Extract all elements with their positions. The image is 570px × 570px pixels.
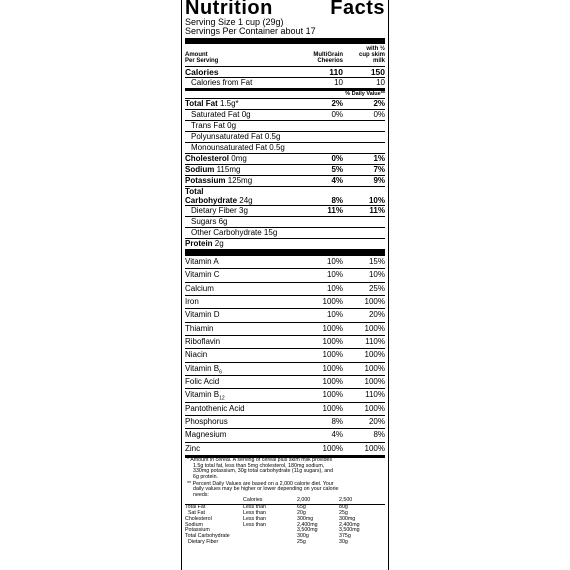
vitamin-row: [185, 335, 385, 348]
vitamin-row: [185, 268, 385, 281]
vitamin-v2: 25%: [368, 283, 385, 293]
dv-table-cell: Less than: [243, 509, 266, 516]
nutrient-v1: [297, 132, 343, 142]
carb-v2: 10%: [368, 196, 385, 205]
vitamin-name: [185, 336, 297, 348]
nutrient-name: Total Fat: [185, 99, 218, 108]
footnote-2-line: needs:: [193, 491, 209, 498]
nutrient-v1: 5%: [331, 165, 343, 174]
vitamin-v2: 15%: [368, 257, 385, 266]
vitamin-name: [185, 443, 297, 455]
vitamin-v2: 10%: [368, 270, 385, 280]
vitamin-v2: 100%: [364, 377, 385, 387]
nutrient-name: Potassium: [185, 176, 226, 185]
vitamin-row: [185, 295, 385, 308]
vitamin-v1: 10%: [326, 283, 343, 293]
dv-table-cell: 3,500mg: [297, 527, 318, 534]
vitamin-row: [185, 442, 385, 455]
dv-table-cell: Sodium: [185, 521, 203, 528]
vitamin-name-text: Vitamin B: [185, 363, 220, 373]
dv-table-cell: Total Carbohydrate: [185, 533, 230, 540]
vitamin-v2: 100%: [364, 297, 385, 307]
vitamin-v1: 100%: [322, 323, 343, 333]
vitamin-name: [185, 416, 297, 428]
carb-sub-v2: [343, 217, 385, 227]
dv-table-cell: Sat Fat: [185, 509, 206, 516]
protein-row: [185, 238, 385, 249]
nutrient-name: Sodium: [185, 165, 215, 174]
vitamin-v1: 10%: [326, 310, 343, 320]
vitamin-name: [185, 349, 297, 361]
dv-table-cell: [243, 540, 297, 546]
carb-v1: 8%: [331, 196, 343, 205]
nutrient-row: [185, 98, 385, 109]
vitamin-v2: 8%: [373, 430, 385, 440]
carb-sub-v2: [343, 228, 385, 238]
dv-table-cell: Less than: [243, 515, 266, 522]
dv-table-cell: 25g: [297, 538, 306, 545]
serving-size: Serving Size 1 cup (29g): [185, 17, 284, 27]
nutrient-v2: 1%: [373, 154, 385, 163]
label-title: [185, 0, 385, 18]
vitamin-v2: 100%: [364, 323, 385, 333]
calories-fat-v2: 10: [376, 78, 385, 87]
vitamin-name: [185, 256, 297, 268]
vitamin-name-text: Vitamin A: [185, 257, 219, 266]
nutrient-v2: 2%: [373, 99, 385, 108]
dv-table-cell: 2,400mg: [297, 521, 318, 528]
carb-sub-label: Dietary Fiber 3g: [191, 206, 248, 215]
vitamin-name: [185, 323, 297, 335]
vitamin-name-text: Pantothenic Acid: [185, 403, 245, 413]
nutrient-row: [185, 175, 385, 186]
carb-amount: 24g: [237, 196, 253, 205]
dv-table-cell: Less than: [243, 504, 266, 511]
vitamin-subscript: 6: [219, 369, 222, 376]
dv-table-cell: 300mg: [297, 515, 314, 522]
vitamin-row: [185, 415, 385, 428]
vitamin-name-text: Thiamin: [185, 323, 214, 333]
vitamin-v1: 100%: [322, 350, 343, 360]
nutrition-label: [181, 0, 389, 570]
protein-amount: 2g: [212, 239, 224, 248]
vitamin-row: [185, 256, 385, 268]
carbohydrate-row: [185, 186, 385, 205]
nutrient-label: [185, 132, 297, 142]
dv-table-cell: 300g: [297, 533, 309, 540]
calories-row: [185, 67, 385, 77]
vitamin-name: [185, 376, 297, 388]
nutrient-amount: 1.5g*: [217, 99, 239, 108]
vitamin-v1: 8%: [331, 417, 343, 427]
daily-value-table: [185, 498, 385, 545]
vitamin-v2: 100%: [364, 363, 385, 373]
vitamin-v2: 20%: [368, 417, 385, 427]
carb-sub-list: [185, 205, 385, 238]
dv-table-cell: 25g: [339, 509, 348, 516]
nutrient-amount: Saturated Fat 0g: [191, 110, 251, 119]
col2-line-b: cup skim: [358, 52, 385, 58]
nutrient-amount: Trans Fat 0g: [191, 121, 237, 130]
vitamin-name-text: Calcium: [185, 283, 214, 293]
vitamin-v1: 100%: [322, 443, 343, 453]
carb-sub-label: Other Carbohydrate 15g: [191, 228, 278, 237]
vitamin-row: [185, 282, 385, 295]
vitamin-v1: 100%: [322, 297, 343, 307]
nutrient-v1: 0%: [331, 154, 343, 163]
dv-table-cell: 80g: [339, 504, 348, 511]
vitamin-row: [185, 375, 385, 388]
vitamin-name: [185, 363, 297, 375]
footnote-1-line: 330mg potassium, 30g total carbohydrate (11g sugars), and: [193, 468, 334, 475]
nutrient-v1: [297, 143, 343, 153]
carb-sub-row: [185, 205, 385, 216]
nutrient-label: [185, 110, 297, 120]
daily-value-header: % Daily Value**: [345, 91, 385, 97]
vitamin-row: [185, 362, 385, 375]
vitamin-name-text: Zinc: [185, 443, 201, 453]
calories-label: Calories: [185, 67, 219, 77]
nutrient-label: [185, 99, 297, 109]
vitamin-name: [185, 309, 297, 321]
carb-sub-label: Sugars 6g: [191, 217, 228, 226]
servings-per-container: Servings Per Container about 17: [185, 26, 316, 36]
vitamin-row: [185, 308, 385, 321]
dv-table-row: [185, 540, 385, 546]
vitamin-v1: 10%: [326, 257, 343, 266]
per-serving-label: Per Serving: [185, 58, 219, 64]
carb-bold-1: Total: [185, 187, 204, 196]
vitamin-name-text: Magnesium: [185, 430, 227, 440]
vitamin-v2: 100%: [364, 443, 385, 453]
nutrient-v2: [343, 121, 385, 131]
title-left: Nutrition: [185, 0, 273, 19]
carb-sub-v1: [297, 228, 343, 238]
carb-sub-v1: 11%: [327, 206, 343, 215]
footnote-2: [185, 482, 385, 499]
nutrient-v1: 0%: [331, 110, 343, 119]
footnote-2-line: ** Percent Daily Values are based on a 2,000 calorie diet. Your: [187, 480, 334, 487]
vitamin-name: [185, 283, 297, 295]
carb-sub-v1: [297, 217, 343, 227]
nutrient-label: [185, 154, 297, 164]
dv-table-cell: Cholesterol: [185, 515, 212, 522]
dv-table-cell: Dietary Fiber: [185, 538, 219, 545]
vitamin-name: [185, 296, 297, 308]
vitamin-name-text: Phosphorus: [185, 417, 228, 427]
nutrient-label: [185, 165, 297, 175]
col1-line-a: MultiGrain: [313, 52, 343, 58]
vitamin-row: [185, 402, 385, 415]
vitamin-name: [185, 389, 297, 401]
dv-table-cell: 20g: [297, 509, 306, 516]
vitamin-v1: 100%: [322, 337, 343, 347]
vitamin-v1: 10%: [326, 270, 343, 280]
nutrient-row: [185, 142, 385, 153]
nutrient-amount: 0mg: [229, 154, 247, 163]
nutrient-v1: 4%: [331, 176, 343, 185]
nutrients-list: [185, 98, 385, 186]
vitamin-row: [185, 388, 385, 401]
vitamin-name-text: Iron: [185, 297, 199, 307]
divider-thick-2: [185, 249, 385, 256]
vitamin-row: [185, 428, 385, 441]
vitamin-v1: 100%: [322, 377, 343, 387]
calories-v1: 110: [329, 67, 343, 77]
nutrient-amount: 125mg: [225, 176, 253, 185]
vitamin-name: [185, 403, 297, 415]
vitamin-row: [185, 348, 385, 361]
nutrient-amount: Monounsaturated Fat 0.5g: [191, 143, 285, 152]
vitamin-v1: 100%: [322, 390, 343, 400]
vitamin-name-text: Niacin: [185, 350, 208, 360]
nutrient-row: [185, 164, 385, 175]
title-right: Facts: [330, 0, 385, 19]
carb-sub-row: [185, 227, 385, 238]
dv-table-cell: Potassium: [185, 527, 210, 534]
nutrient-v1: [297, 121, 343, 131]
vitamin-v2: 100%: [364, 350, 385, 360]
nutrient-v2: 0%: [373, 110, 385, 119]
nutrient-label: [185, 121, 297, 131]
vitamin-v1: 100%: [322, 403, 343, 413]
vitamin-name-text: Riboflavin: [185, 337, 221, 347]
vitamin-v1: 100%: [322, 363, 343, 373]
footnote-2-line: daily values may be higher or lower depending on your calorie: [193, 486, 339, 493]
nutrient-v2: 7%: [373, 165, 385, 174]
vitamin-v2: 110%: [365, 337, 385, 347]
carb-sub-v2: 11%: [369, 206, 385, 215]
vitamin-name-text: Folic Acid: [185, 377, 220, 387]
vitamin-v1: 4%: [331, 430, 343, 440]
vitamin-name-text: Vitamin B: [185, 390, 220, 400]
nutrient-name: Cholesterol: [185, 154, 230, 163]
dv-table-cell: 300mg: [339, 515, 356, 522]
nutrient-v2: [343, 143, 385, 153]
calories-fat-row: [185, 77, 385, 88]
column-header: [185, 44, 385, 64]
vitamin-name-text: Vitamin C: [185, 270, 220, 280]
dv-table-cell: 375g: [339, 533, 351, 540]
dv-table-cell: Less than: [243, 521, 266, 528]
dv-table-header-cell: Calories: [243, 497, 263, 504]
vitamin-name: [185, 269, 297, 281]
protein-bold: Protein: [185, 239, 213, 248]
carb-sub-row: [185, 216, 385, 227]
nutrient-v2: [343, 132, 385, 142]
nutrient-amount: 115mg: [214, 165, 241, 174]
dv-table-cell: Total Fat: [185, 504, 206, 511]
footnote-1-line: * Amount in cereal. A serving of cereal plus skim milk provides: [187, 457, 333, 464]
nutrient-label: [185, 143, 297, 153]
nutrient-row: [185, 109, 385, 120]
calories-fat-v1: 10: [334, 78, 343, 87]
vitamin-v2: 100%: [364, 403, 385, 413]
dv-table-cell: 65g: [297, 504, 306, 511]
vitamin-name-text: Vitamin D: [185, 310, 220, 320]
nutrient-amount: Polyunsaturated Fat 0.5g: [191, 132, 281, 141]
vitamins-list: [185, 256, 385, 455]
dv-table-cell: 30g: [339, 538, 348, 545]
carb-bold-2: Carbohydrate: [185, 196, 238, 205]
vitamin-name: [185, 429, 297, 441]
col2-line-c: milk: [372, 58, 385, 64]
footnote-1-line: 6g protein.: [193, 473, 219, 480]
calories-fat-label: Calories from Fat: [191, 78, 253, 87]
nutrient-row: [185, 131, 385, 142]
vitamin-v2: 110%: [365, 390, 385, 400]
nutrient-v1: 2%: [331, 99, 343, 108]
col1-line-b: Cheerios: [317, 58, 343, 64]
nutrient-label: [185, 176, 297, 186]
amount-label: Amount: [185, 52, 208, 58]
dv-table-header-cell: 2,500: [339, 497, 353, 504]
footnote-1-line: 1.5g total fat, less than 5mg cholesterol, 180mg sodium,: [193, 462, 325, 469]
nutrient-row: [185, 153, 385, 164]
vitamin-v2: 20%: [368, 310, 385, 320]
vitamin-subscript: 12: [219, 396, 225, 403]
dv-table-header-cell: 2,000: [297, 497, 311, 504]
nutrient-v2: 9%: [373, 176, 385, 185]
dv-table-cell: 2,400mg: [339, 521, 360, 528]
footnote-1: [185, 458, 385, 480]
nutrient-row: [185, 120, 385, 131]
dv-table-cell: 3,500mg: [339, 527, 360, 534]
vitamin-row: [185, 322, 385, 335]
calories-v2: 150: [370, 67, 385, 77]
col2-line-a: with ½: [366, 46, 385, 52]
